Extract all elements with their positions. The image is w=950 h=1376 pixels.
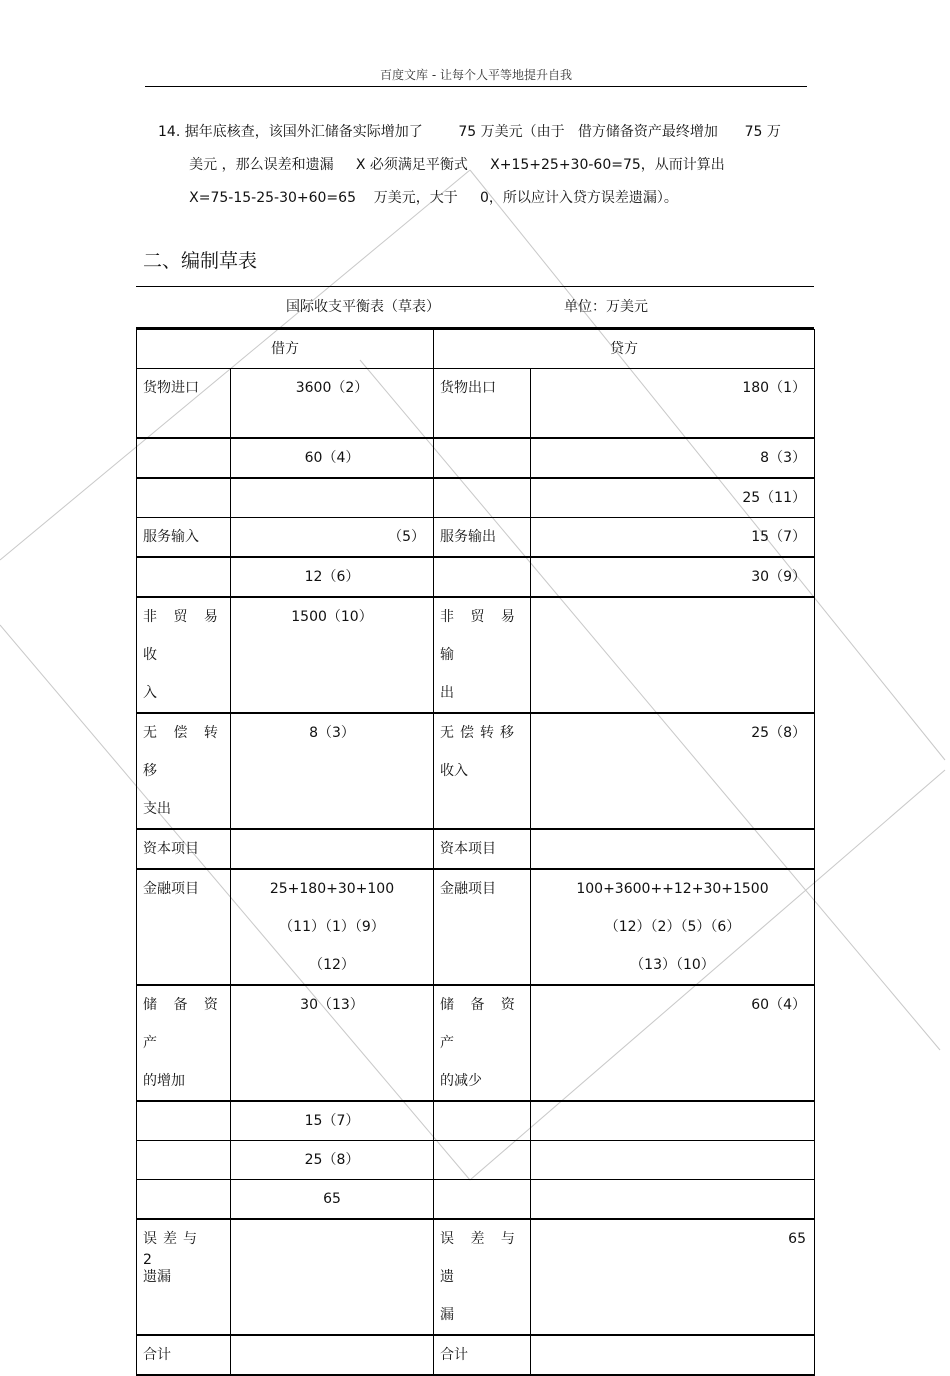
cell-text: 25+180+30+100 (269, 881, 395, 897)
credit-item-value (531, 713, 815, 829)
debit-item-label (137, 869, 231, 985)
credit-item-label (434, 829, 531, 869)
cell-text: 25（8） (751, 725, 806, 741)
debit-item-label (137, 478, 231, 518)
table-row (137, 1101, 815, 1141)
cell-text: 储 备 资 产 (440, 997, 521, 1051)
cell-text: （11）（1）（9） (279, 919, 385, 935)
cell-text: 30（13） (300, 997, 364, 1013)
debit-item-value (231, 1101, 434, 1141)
answer-paragraph (158, 116, 818, 215)
table-body (136, 329, 815, 1376)
cell-text: 遗漏 (143, 1269, 171, 1285)
cell-text: 非 贸 易 收 (143, 609, 224, 663)
credit-item-label (434, 1335, 531, 1375)
cell-text: 无偿转移 (440, 725, 520, 741)
cell-text: 误 差 与 遗 (440, 1231, 521, 1285)
cell-text: 60（4） (751, 997, 806, 1013)
credit-item-label (434, 1180, 531, 1220)
table-row (137, 985, 815, 1101)
debit-item-value (231, 829, 434, 869)
debit-item-label (137, 557, 231, 597)
cell-text: 的增加 (143, 1073, 185, 1089)
cell-text: 入 (143, 685, 157, 701)
cell-text: 25（8） (304, 1152, 360, 1168)
cell-text: 金融项目 (440, 881, 496, 897)
cell-text: 服务输入 (143, 529, 199, 545)
table-row (137, 557, 815, 597)
cell-text: （12）（2）（5）（6） (604, 919, 741, 935)
credit-item-label (434, 438, 531, 478)
cell-text: 65 (788, 1231, 806, 1247)
header-rule (145, 86, 807, 87)
cell-text: 12（6） (304, 569, 360, 585)
credit-item-value (531, 1219, 815, 1335)
cell-text: 误差与 (143, 1231, 203, 1247)
cell-text: 合计 (440, 1347, 468, 1363)
table-row (137, 713, 815, 829)
credit-item-value (531, 1180, 815, 1220)
table-row (137, 369, 815, 439)
cell-text: 3600（2） (295, 380, 369, 396)
cell-text: 8（3） (309, 725, 355, 741)
table-row (137, 1141, 815, 1180)
credit-item-label (434, 869, 531, 985)
page-number: 2 (143, 1252, 152, 1268)
cell-text: 金融项目 (143, 881, 199, 897)
debit-item-label (137, 1219, 231, 1335)
table-row (137, 518, 815, 558)
cell-text: 1500（10） (291, 609, 373, 625)
cell-text: 收入 (440, 763, 468, 779)
credit-item-value (531, 1141, 815, 1180)
table-row (137, 478, 815, 518)
debit-item-label (137, 1335, 231, 1375)
credit-item-label (434, 1141, 531, 1180)
paragraph-line: X=75-15-25-30+60=65 万美元，大于 0，所以应计入贷方误差遗漏）。 (158, 190, 678, 206)
cell-text: 资本项目 (440, 841, 496, 857)
table-row (137, 869, 815, 985)
debit-item-value (231, 518, 434, 558)
debit-item-value (231, 1335, 434, 1375)
table-unit: 单位：万美元 (564, 299, 648, 315)
cell-text: 30（9） (751, 569, 806, 585)
credit-item-value (531, 869, 815, 985)
cell-text: （13）（10） (630, 957, 715, 973)
credit-item-label (434, 369, 531, 439)
debit-header: 借方 (137, 330, 434, 369)
credit-item-label (434, 713, 531, 829)
paragraph-line: 14. 据年底核查，该国外汇储备实际增加了 75 万美元（由于 借方储备资产最终增加 75 万 (158, 124, 781, 140)
cell-text: 25（11） (742, 490, 806, 506)
credit-item-value (531, 369, 815, 439)
table-header-row (137, 330, 815, 369)
credit-item-label (434, 557, 531, 597)
debit-item-value (231, 1180, 434, 1220)
debit-item-label (137, 1141, 231, 1180)
credit-item-value (531, 1101, 815, 1141)
section-title: 二、编制草表 (143, 250, 258, 272)
cell-text: 支出 (143, 801, 171, 817)
table-row (137, 829, 815, 869)
credit-item-label (434, 1219, 531, 1335)
cell-text: 货物进口 (143, 380, 199, 396)
credit-item-value (531, 1335, 815, 1375)
table-row (137, 438, 815, 478)
credit-header: 贷方 (434, 330, 815, 369)
debit-item-value (231, 557, 434, 597)
cell-text: 非 贸 易 输 (440, 609, 521, 663)
table-row (137, 1219, 815, 1335)
cell-text: 180（1） (742, 380, 806, 396)
credit-item-value (531, 518, 815, 558)
debit-item-value (231, 478, 434, 518)
debit-item-label (137, 829, 231, 869)
cell-text: 储 备 资 产 (143, 997, 224, 1051)
debit-item-value (231, 369, 434, 439)
table-caption: 国际收支平衡表（草表） (286, 299, 440, 315)
cell-text: 服务输出 (440, 529, 496, 545)
cell-text: 出 (440, 685, 454, 701)
debit-item-label (137, 518, 231, 558)
debit-item-value (231, 713, 434, 829)
credit-item-value (531, 478, 815, 518)
credit-item-value (531, 438, 815, 478)
cell-text: 资本项目 (143, 841, 199, 857)
table-row (137, 597, 815, 713)
table-caption-row (136, 286, 814, 329)
credit-item-label (434, 478, 531, 518)
debit-item-value (231, 985, 434, 1101)
credit-item-label (434, 597, 531, 713)
page-header: 百度文库 - 让每个人平等地提升自我 (380, 68, 572, 82)
debit-item-label (137, 713, 231, 829)
table-row (137, 1335, 815, 1375)
debit-item-value (231, 869, 434, 985)
cell-text: （5） (388, 529, 425, 545)
debit-item-label (137, 597, 231, 713)
cell-text: 货物出口 (440, 380, 496, 396)
cell-text: 60（4） (304, 450, 360, 466)
cell-text: 的减少 (440, 1073, 482, 1089)
credit-item-value (531, 985, 815, 1101)
debit-item-value (231, 1141, 434, 1180)
credit-item-value (531, 557, 815, 597)
credit-item-label (434, 985, 531, 1101)
credit-item-label (434, 518, 531, 558)
debit-item-value (231, 597, 434, 713)
credit-item-value (531, 597, 815, 713)
paragraph-line: 美元 ，那么误差和遗漏 X 必须满足平衡式 X+15+25+30-60=75，从而计算出 (158, 157, 725, 173)
cell-text: 15（7） (304, 1113, 360, 1129)
debit-item-label (137, 1101, 231, 1141)
debit-item-label (137, 985, 231, 1101)
debit-item-label (137, 369, 231, 439)
credit-item-label (434, 1101, 531, 1141)
credit-item-value (531, 829, 815, 869)
debit-item-value (231, 438, 434, 478)
cell-text: 漏 (440, 1307, 454, 1323)
cell-text: 合计 (143, 1347, 171, 1363)
balance-of-payments-table (136, 286, 814, 1376)
cell-text: 8（3） (760, 450, 806, 466)
cell-text: 100+3600++12+30+1500 (576, 881, 769, 897)
table-row (137, 1180, 815, 1220)
cell-text: （12） (309, 957, 355, 973)
debit-item-label (137, 1180, 231, 1220)
debit-item-value (231, 1219, 434, 1335)
debit-item-label (137, 438, 231, 478)
cell-text: 15（7） (751, 529, 806, 545)
cell-text: 65 (323, 1191, 341, 1207)
cell-text: 无 偿 转 移 (143, 725, 224, 779)
